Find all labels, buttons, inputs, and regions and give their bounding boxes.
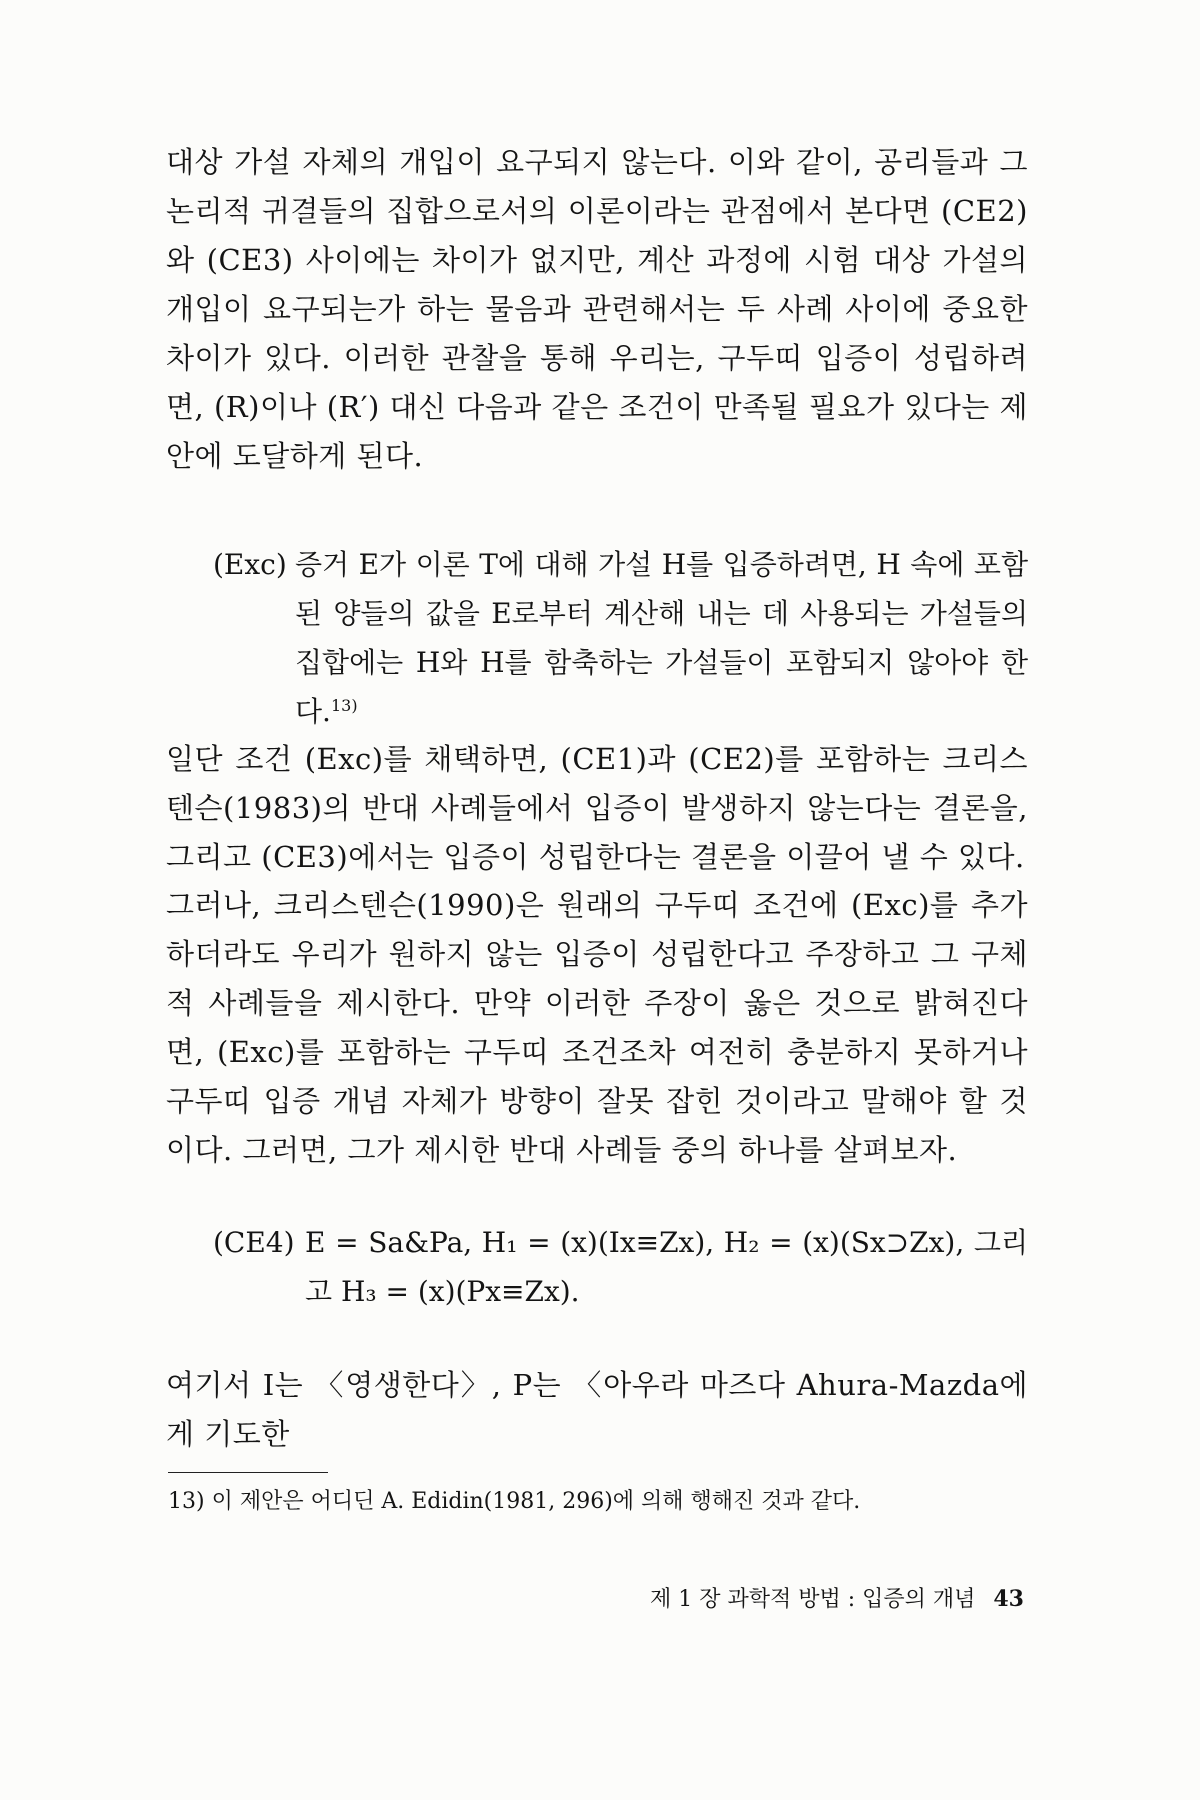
footnote-divider [168,1472,328,1473]
chapter-title: 제 1 장 과학적 방법 : 입증의 개념 [649,1587,976,1612]
footnote-ref-13: 13) [330,696,358,715]
condition-exc-text: 증거 E가 이론 T에 대해 가설 H를 입증하려면, H 속에 포함된 양들의 값을 E로부터 계산해 내는 데 사용되는 가설들의 집합에는 H와 H를 함축하는 가설들이 포함되지 않아야 한다. [295,548,1028,728]
counterexample-ce4-text: E = Sa&Pa, H₁ = (x)(Ix≡Zx), H₂ = (x)(Sx⊃Zx), 그리고 H₃ = (x)(Px≡Zx). [305,1226,1028,1308]
footnote-13: 13) 이 제안은 어디딘 A. Edidin(1981, 296)에 의해 행해진 것과 같다. [168,1489,861,1514]
counterexample-ce4-label: (CE4) [213,1226,295,1259]
paragraph-4: 여기서 I는 〈영생한다〉, P는 〈아우라 마즈다 Ahura-Mazda에게 기도한 [166,1368,1028,1451]
paragraph-3: 그러나, 크리스텐슨(1990)은 원래의 구두띠 조건에 (Exc)를 추가하더라도 우리가 원하지 않는 입증이 성립한다고 주장하고 그 구체적 사례들을 제시한다. 만약 이러한 주장이 옳은 것으로 밝혀진다면, (Exc)를 포함하는 구두띠 조건조차 여전히 충분하지 못하거나 구두띠 입증 개념 자체가 방향이 잘못 잡힌 것이라고 말해야 할 것이다. 그러면, 그가 제시한 반대 사례들 중의 하나를 살펴보자. [166,888,1028,1167]
counterexample-ce4 [213,1218,1028,1316]
condition-exc-label: (Exc) [213,548,287,581]
condition-exc-body [295,540,1028,736]
running-footer [650,1584,1024,1615]
paragraph-2: 일단 조건 (Exc)를 채택하면, (CE1)과 (CE2)를 포함하는 크리스텐슨(1983)의 반대 사례들에서 입증이 발생하지 않는다는 결론을, 그리고 (CE3)에서는 입증이 성립한다는 결론을 이끌어 낼 수 있다. [166,742,1028,874]
paragraph-1: 대상 가설 자체의 개입이 요구되지 않는다. 이와 같이, 공리들과 그 논리적 귀결들의 집합으로서의 이론이라는 관점에서 본다면 (CE2)와 (CE3) 사이에는 차이가 없지만, 계산 과정에 시험 대상 가설의 개입이 요구되는가 하는 물음과 관련해서는 두 사례 사이에 중요한 차이가 있다. 이러한 관찰을 통해 우리는, 구두띠 입증이 성립하려면, (R)이나 (R′) 대신 다음과 같은 조건이 만족될 필요가 있다는 제안에 도달하게 된다. [166,145,1028,473]
condition-exc [213,540,1028,736]
page-number: 43 [993,1586,1024,1612]
